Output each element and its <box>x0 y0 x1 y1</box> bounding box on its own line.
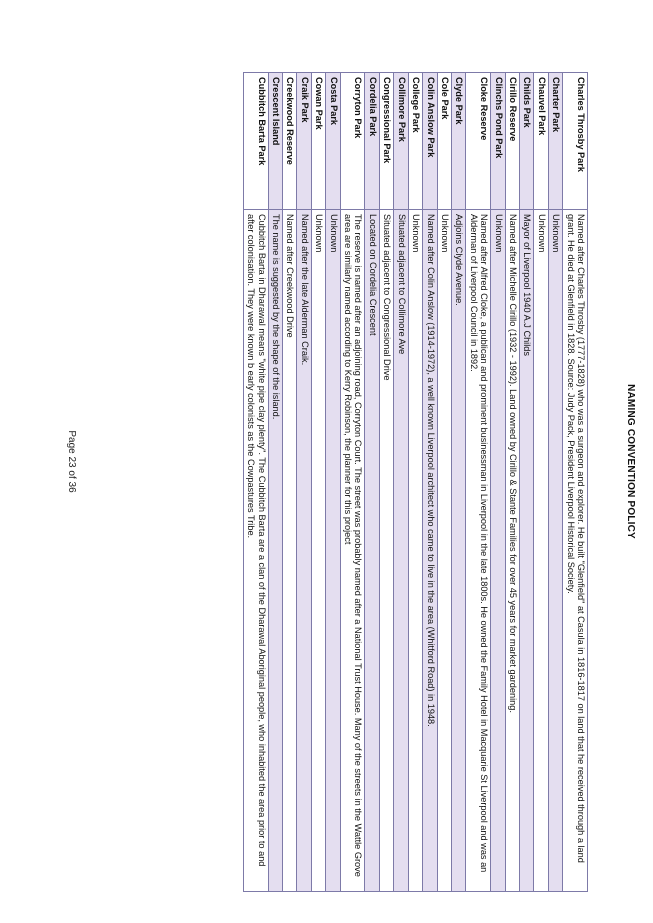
park-name-cell: Costa Park <box>326 73 340 210</box>
table-row <box>297 73 311 892</box>
table-row <box>548 73 562 892</box>
table-row <box>340 73 365 892</box>
table-row <box>379 73 393 892</box>
park-description-cell: Named after Creekwood Drive <box>283 210 297 892</box>
park-description-cell: Unknown <box>534 210 548 892</box>
park-name-cell: Congressional Park <box>379 73 393 210</box>
park-name-cell: Corryton Park <box>340 73 365 210</box>
park-name-cell: Cordelia Park <box>365 73 379 210</box>
park-name-cell: Childs Park <box>519 73 533 210</box>
park-name-cell: Crescent Island <box>268 73 282 210</box>
park-name-cell: Cubbitch Barta Park <box>243 73 268 210</box>
table-row <box>243 73 268 892</box>
park-description-cell: Named after Charles Throsby (1777-1828) who was a surgeon and explorer. He built "Glenfield" at Casula in 1816-1817 on land that he received through a land grant. He died at Glenfield in 1828. Source: Judy Pack, President Liverpool Historical Society. <box>563 210 588 892</box>
table-row <box>326 73 340 892</box>
park-description-cell: Named after Colin Anslow (1914-1972), a well known Liverpool architect who came to live in the area (Whitford Road) in 1948. <box>423 210 437 892</box>
table-row <box>519 73 533 892</box>
park-description-cell: Cubbitch Barta in Dharawal means "white pipe clay plenty". The Cubbitch Barta are a clan of the Dharawal Aboriginal people, who inhabited the area prior to and after colonisation. They were known b early colonists as the Cowpastures Tribe. <box>243 210 268 892</box>
park-name-cell: Collimore Park <box>394 73 408 210</box>
naming-table <box>243 72 588 892</box>
table-row <box>394 73 408 892</box>
park-description-cell: Mayor of Liverpool 1940 A.J Childs <box>519 210 533 892</box>
table-row <box>563 73 588 892</box>
park-description-cell: Named after Alfred Cloke, a publican and prominent businessman in Liverpool in the late 1800s. He owned the Family Hotel in Macquarie St Liverpool and was an Alderman of Liverpool Council in 1892. <box>466 210 491 892</box>
table-row <box>423 73 437 892</box>
table-row <box>505 73 519 892</box>
table-row <box>466 73 491 892</box>
park-description-cell: Located on Cordelia Crescent <box>365 210 379 892</box>
park-name-cell: Colin Anslow Park <box>423 73 437 210</box>
park-description-cell: Named after Michelle Cirillo (1932 - 1992). Land owned by Cirillo & Stante Families for over 45 years for market gardening. <box>505 210 519 892</box>
park-description-cell: Unknown <box>491 210 505 892</box>
park-name-cell: Charles Throsby Park <box>563 73 588 210</box>
park-description-cell: Unknown <box>311 210 325 892</box>
park-description-cell: The reserve is named after an adjoining road, Corryton Court. The street was probably named after a National Trust House. Many of the streets in the Wattle Grove area are similarly named according to Kerry Robinson, the planner for this project <box>340 210 365 892</box>
park-description-cell: Unknown <box>437 210 451 892</box>
park-name-cell: Cloke Reserve <box>466 73 491 210</box>
park-description-cell: Named after the late Alderman Craik. <box>297 210 311 892</box>
park-description-cell: Adjoins Clyde Avenue. <box>451 210 465 892</box>
park-name-cell: Chauvel Park <box>534 73 548 210</box>
park-name-cell: Cirillo Reserve <box>505 73 519 210</box>
table-row <box>437 73 451 892</box>
table-row <box>283 73 297 892</box>
park-name-cell: Craik Park <box>297 73 311 210</box>
table-row <box>268 73 282 892</box>
park-description-cell: Unknown <box>408 210 422 892</box>
table-row <box>408 73 422 892</box>
park-name-cell: Cole Park <box>437 73 451 210</box>
park-name-cell: College Park <box>408 73 422 210</box>
table-row <box>311 73 325 892</box>
park-name-cell: Cowan Park <box>311 73 325 210</box>
park-description-cell: The name is suggested by the shape of the island. <box>268 210 282 892</box>
table-row <box>534 73 548 892</box>
park-description-cell: Situated adjacent to Congressional Drive <box>379 210 393 892</box>
park-description-cell: Situated adjacent to Collimore Ave <box>394 210 408 892</box>
park-description-cell: Unknown <box>548 210 562 892</box>
park-name-cell: Clinchs Pond Park <box>491 73 505 210</box>
page-number: Page 23 of 36 <box>66 430 77 493</box>
table-row <box>365 73 379 892</box>
table-row <box>451 73 465 892</box>
park-name-cell: Clyde Park <box>451 73 465 210</box>
park-description-cell: Unknown <box>326 210 340 892</box>
park-name-cell: Creekwood Reserve <box>283 73 297 210</box>
document-title: NAMING CONVENTION POLICY <box>625 384 636 539</box>
table-row <box>491 73 505 892</box>
park-name-cell: Charter Park <box>548 73 562 210</box>
table-body <box>243 73 587 892</box>
